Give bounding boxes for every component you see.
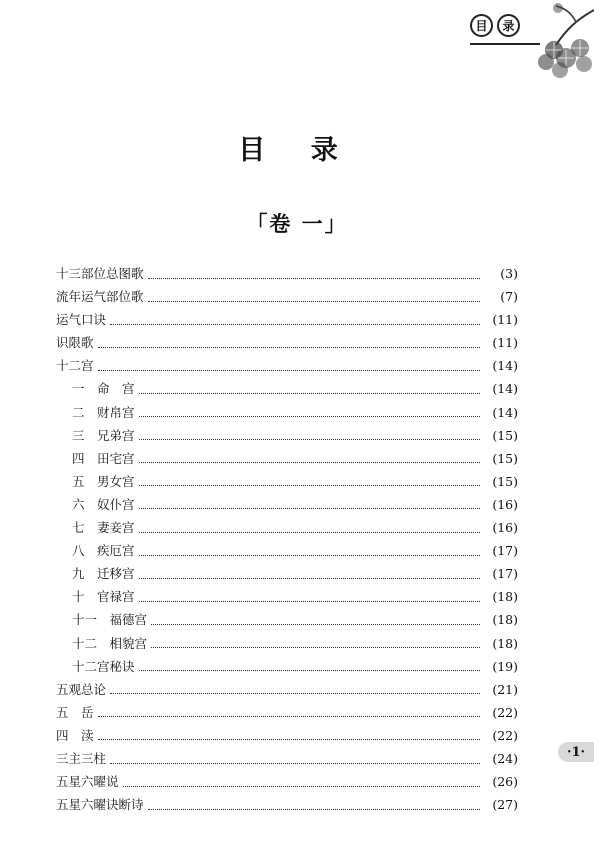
toc-entry[interactable] bbox=[56, 377, 518, 400]
toc-entry-page: (22) bbox=[492, 727, 518, 743]
toc-entry-page: (21) bbox=[492, 681, 518, 697]
toc-entry-page: (7) bbox=[500, 289, 518, 305]
toc-entry-label: 九 迁移宫 bbox=[72, 566, 135, 582]
table-of-contents bbox=[56, 262, 518, 816]
toc-leader-dots bbox=[110, 323, 480, 325]
toc-entry-label: 流年运气部位歌 bbox=[56, 289, 144, 305]
header-badge bbox=[470, 14, 520, 37]
toc-entry-label: 十二宫 bbox=[56, 358, 94, 374]
toc-entry-page: (26) bbox=[492, 774, 518, 790]
toc-leader-dots bbox=[139, 554, 480, 556]
page-number-tab: ·1· bbox=[558, 742, 594, 762]
toc-entry-label: 十三部位总图歌 bbox=[56, 266, 144, 281]
toc-entry-page: (24) bbox=[492, 750, 518, 766]
toc-entry-label: 识限歌 bbox=[56, 335, 94, 351]
pine-branch-decoration bbox=[536, 0, 594, 100]
toc-entry[interactable] bbox=[56, 285, 518, 308]
toc-entry[interactable] bbox=[56, 678, 518, 701]
toc-entry-page: (18) bbox=[492, 589, 518, 605]
toc-leader-dots bbox=[139, 415, 480, 417]
page-title: 目 录 bbox=[238, 135, 356, 166]
toc-entry[interactable] bbox=[56, 424, 518, 447]
toc-entry-page: (22) bbox=[492, 704, 518, 720]
toc-entry[interactable] bbox=[56, 447, 518, 470]
toc-entry-label: 八 疾厄宫 bbox=[72, 543, 135, 559]
toc-entry-label: 十 官禄宫 bbox=[72, 589, 135, 605]
volume-title: 「卷 一」 bbox=[246, 211, 348, 236]
toc-entry[interactable] bbox=[56, 539, 518, 562]
toc-entry-label: 五星六曜诀断诗 bbox=[56, 797, 144, 813]
toc-entry-label: 二 财帛宫 bbox=[72, 404, 135, 420]
toc-leader-dots bbox=[139, 484, 480, 486]
toc-leader-dots bbox=[123, 785, 480, 787]
toc-entry[interactable] bbox=[56, 747, 518, 770]
toc-leader-dots bbox=[151, 646, 480, 648]
toc-entry-label: 三 兄弟宫 bbox=[72, 427, 135, 443]
toc-entry-label: 五 岳 bbox=[56, 704, 94, 720]
toc-entry-label: 十二 相貌宫 bbox=[72, 635, 148, 651]
toc-entry-page: (14) bbox=[492, 404, 518, 420]
toc-entry-label: 四 田宅宫 bbox=[72, 450, 135, 466]
toc-entry-label: 五星六曜说 bbox=[56, 774, 119, 790]
toc-entry-page: (15) bbox=[492, 427, 518, 443]
toc-entry[interactable] bbox=[56, 470, 518, 493]
toc-entry-label: 五 男女宫 bbox=[72, 473, 135, 489]
toc-entry-label: 五观总论 bbox=[56, 681, 107, 697]
toc-entry[interactable] bbox=[56, 655, 518, 678]
toc-entry-label: 三主三柱 bbox=[56, 750, 107, 766]
toc-entry-page: (14) bbox=[492, 381, 518, 397]
toc-leader-dots bbox=[98, 369, 480, 371]
toc-leader-dots bbox=[110, 762, 480, 764]
toc-entry-label: 七 妻妾宫 bbox=[72, 520, 135, 536]
toc-entry-label: 十二宫秘诀 bbox=[72, 658, 135, 674]
toc-entry[interactable] bbox=[56, 724, 518, 747]
toc-entry[interactable] bbox=[56, 793, 518, 816]
toc-entry-page: (17) bbox=[492, 543, 518, 559]
toc-entry[interactable] bbox=[56, 401, 518, 424]
toc-entry-label: 十一 福德宫 bbox=[72, 612, 148, 628]
toc-entry[interactable] bbox=[56, 354, 518, 377]
toc-leader-dots bbox=[139, 531, 480, 533]
toc-entry-page: (15) bbox=[492, 450, 518, 466]
header-badge-char: 目 bbox=[470, 14, 493, 37]
toc-entry-label: 一 命 宫 bbox=[72, 381, 135, 397]
toc-leader-dots bbox=[139, 392, 480, 394]
toc-leader-dots bbox=[139, 600, 480, 602]
toc-leader-dots bbox=[148, 277, 480, 279]
toc-entry[interactable] bbox=[56, 516, 518, 539]
toc-leader-dots bbox=[148, 300, 480, 302]
toc-leader-dots bbox=[110, 692, 480, 694]
toc-entry[interactable] bbox=[56, 262, 518, 285]
toc-entry-page: (17) bbox=[492, 566, 518, 582]
toc-entry-label: 运气口诀 bbox=[56, 312, 107, 328]
toc-leader-dots bbox=[139, 669, 480, 671]
toc-leader-dots bbox=[151, 623, 480, 625]
toc-leader-dots bbox=[139, 461, 480, 463]
toc-leader-dots bbox=[139, 577, 480, 579]
toc-entry-page: (19) bbox=[492, 658, 518, 674]
toc-entry-page: (11) bbox=[492, 335, 518, 351]
header-badge-char: 录 bbox=[497, 14, 520, 37]
toc-entry[interactable] bbox=[56, 701, 518, 724]
toc-entry-page: (18) bbox=[492, 635, 518, 651]
toc-entry-page: (18) bbox=[492, 612, 518, 628]
toc-leader-dots bbox=[148, 808, 480, 810]
toc-leader-dots bbox=[98, 738, 480, 740]
toc-entry[interactable] bbox=[56, 585, 518, 608]
toc-entry[interactable] bbox=[56, 608, 518, 631]
toc-entry[interactable] bbox=[56, 562, 518, 585]
toc-entry[interactable] bbox=[56, 493, 518, 516]
toc-entry-page: (27) bbox=[492, 797, 518, 813]
toc-entry-page: (16) bbox=[492, 520, 518, 536]
toc-entry-page: (3) bbox=[500, 266, 518, 281]
toc-entry[interactable] bbox=[56, 331, 518, 354]
toc-entry-page: (11) bbox=[492, 312, 518, 328]
toc-entry[interactable] bbox=[56, 770, 518, 793]
header-rule bbox=[470, 43, 540, 45]
toc-leader-dots bbox=[98, 715, 480, 717]
toc-entry[interactable] bbox=[56, 632, 518, 655]
toc-entry-page: (15) bbox=[492, 473, 518, 489]
toc-leader-dots bbox=[98, 346, 480, 348]
toc-leader-dots bbox=[139, 507, 480, 509]
toc-entry-page: (16) bbox=[492, 496, 518, 512]
toc-entry-page: (14) bbox=[492, 358, 518, 374]
toc-leader-dots bbox=[139, 438, 480, 440]
toc-entry[interactable] bbox=[56, 308, 518, 331]
toc-entry-label: 四 渎 bbox=[56, 727, 94, 743]
toc-entry-label: 六 奴仆宫 bbox=[72, 496, 135, 512]
